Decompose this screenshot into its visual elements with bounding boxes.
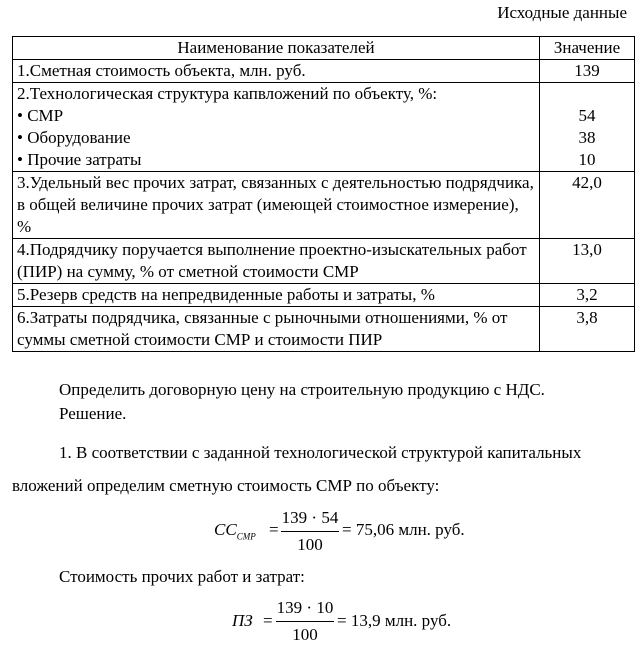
table-row xyxy=(13,83,635,172)
formula1-eq: = xyxy=(269,520,279,539)
row-label: 5.Резерв средств на непредвиденные работы и затраты, % xyxy=(13,284,540,307)
row-value: 13,0 xyxy=(540,239,635,284)
step1-line2: вложений определим сметную стоимость СМР по объекту: xyxy=(12,476,440,495)
formula2-fraction xyxy=(276,598,334,645)
table-header-row xyxy=(13,37,635,60)
formula1-lhs: СС xyxy=(214,520,237,539)
row-label: 2.Технологическая структура капвложений по объекту, %: xyxy=(17,84,438,103)
row-label: 4.Подрядчику поручается выполнение проектно-изыскательных работ (ПИР) на сумму, % от сметной стоимости СМР xyxy=(13,239,540,284)
other-costs-label: Стоимость прочих работ и затрат: xyxy=(59,567,305,586)
table-row xyxy=(13,284,635,307)
table-row xyxy=(13,307,635,352)
formula1-numerator: 139 · 54 xyxy=(281,508,339,527)
row-value: 139 xyxy=(540,60,635,83)
table-caption: Исходные данные xyxy=(497,3,627,22)
value-smr: 54 xyxy=(578,106,596,125)
table-row xyxy=(13,172,635,239)
row-value: 3,8 xyxy=(540,307,635,352)
task-statement: Определить договорную цену на строительную продукцию с НДС. xyxy=(59,380,545,399)
bullet-other: • Прочие затраты xyxy=(17,150,142,169)
row-value: 42,0 xyxy=(540,172,635,239)
formula2-eq: = xyxy=(263,611,273,630)
formula2-denominator: 100 xyxy=(292,625,318,644)
formula1-result: = 75,06 млн. руб. xyxy=(342,520,465,539)
formula2-lhs: ПЗ xyxy=(232,611,253,630)
header-indicator: Наименование показателей xyxy=(13,37,540,60)
formula1-denominator: 100 xyxy=(297,535,323,554)
row-value-group xyxy=(540,83,635,172)
formula2-numerator: 139 · 10 xyxy=(276,598,334,617)
row-label-group xyxy=(13,83,540,172)
formula1-lhs-sub: СМР xyxy=(236,531,256,542)
row-label: 3.Удельный вес прочих затрат, связанных с деятельностью подрядчика, в общей величине прочих затрат (имеющей стоимостное измерение), % xyxy=(13,172,540,239)
formula1-fraction xyxy=(281,508,339,555)
value-equipment: 38 xyxy=(578,128,596,147)
step1-line1: 1. В соответствии с заданной технологической структурой капитальных xyxy=(59,443,582,462)
table-row xyxy=(13,60,635,83)
value-other: 10 xyxy=(578,150,596,169)
bullet-smr: • СМР xyxy=(17,106,64,125)
formula2-result: = 13,9 млн. руб. xyxy=(337,611,452,630)
row-label: 6.Затраты подрядчика, связанные с рыночными отношениями, % от суммы сметной стоимости СМР и стоимости ПИР xyxy=(13,307,540,352)
row-label: 1.Сметная стоимость объекта, млн. руб. xyxy=(13,60,540,83)
table-row xyxy=(13,239,635,284)
row-value: 3,2 xyxy=(540,284,635,307)
header-value: Значение xyxy=(540,37,635,60)
bullet-equipment: • Оборудование xyxy=(17,128,131,147)
solution-heading: Решение. xyxy=(59,404,127,423)
source-data-table xyxy=(12,36,635,352)
